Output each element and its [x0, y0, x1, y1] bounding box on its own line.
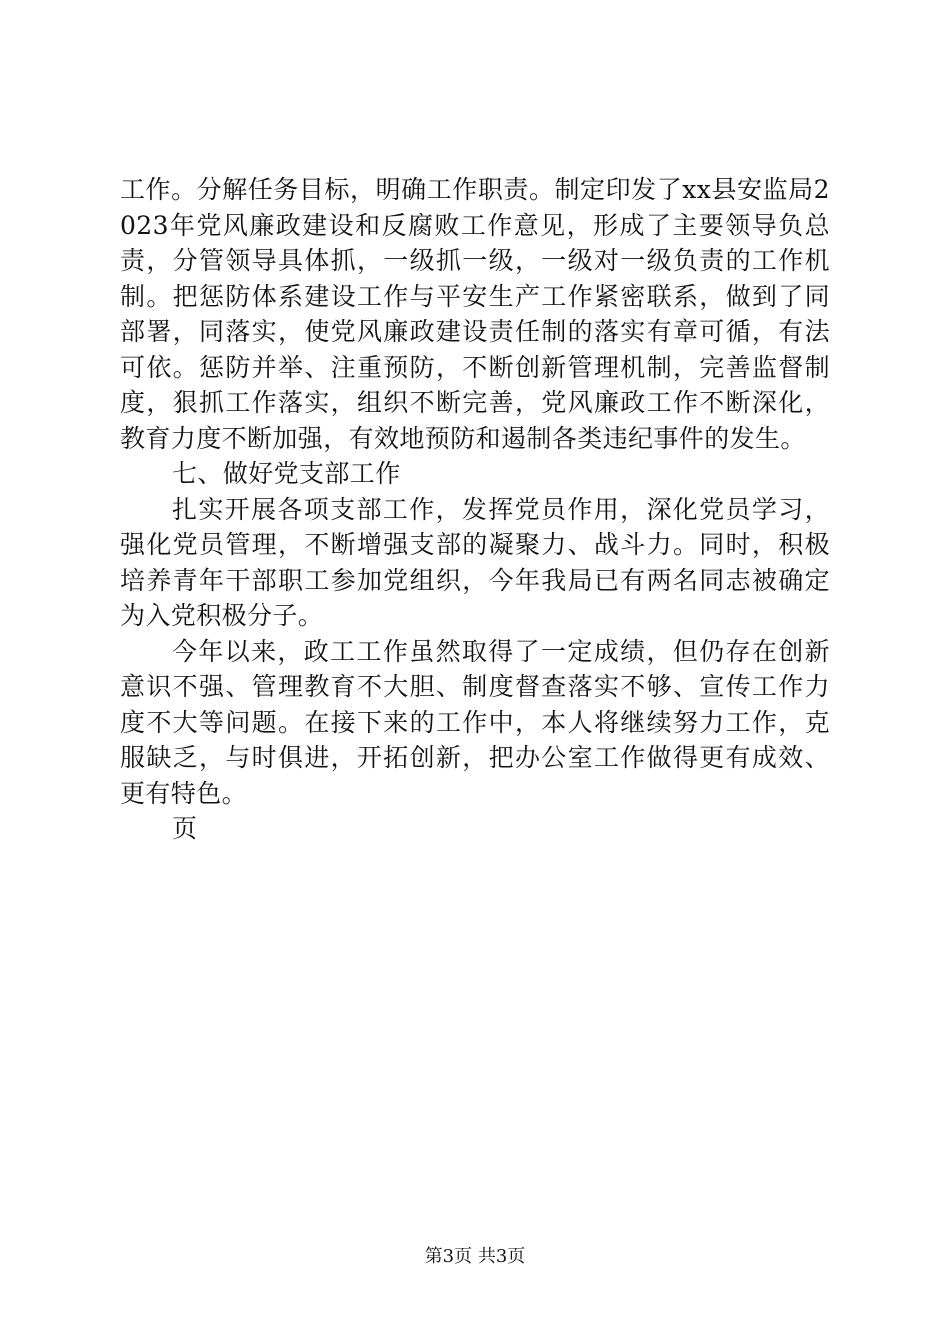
paragraph-duty-system: 工作。分解任务目标，明确工作职责。制定印发了xx县安监局2023年党风廉政建设和反腐败工作意见，形成了主要领导负总责，分管领导具体抓，一级抓一级，一级对一级负责的工作机制。把惩防体系建设工作与平安生产工作紧密联系，做到了同部署，同落实，使党风廉政建设责任制的落实有章可循，有法可依。惩防并举、注重预防，不断创新管理机制，完善监督制度，狠抓工作落实，组织不断完善，党风廉政工作不断深化，教育力度不断加强，有效地预防和遏制各类违纪事件的发生。	[120, 175, 830, 453]
paragraph-summary: 今年以来，政工工作虽然取得了一定成绩，但仍存在创新意识不强、管理教育不大胆、制度督查落实不够、宣传工作力度不大等问题。在接下来的工作中，本人将继续努力工作，克服缺乏，与时俱进，开拓创新，把办公室工作做得更有成效、更有特色。	[120, 636, 830, 808]
paragraph-branch-work: 扎实开展各项支部工作，发挥党员作用，深化党员学习，强化党员管理，不断增强支部的凝聚力、战斗力。同时，积极培养青年干部职工参加党组织，今年我局已有两名同志被确定为入党积极分子。	[120, 494, 830, 630]
document-body	[120, 172, 830, 847]
section-heading-party-branch: 七、做好党支部工作	[172, 459, 401, 488]
paragraph-page-fragment: 页	[172, 814, 198, 843]
page-footer: 第3页 共3页	[424, 1246, 526, 1267]
